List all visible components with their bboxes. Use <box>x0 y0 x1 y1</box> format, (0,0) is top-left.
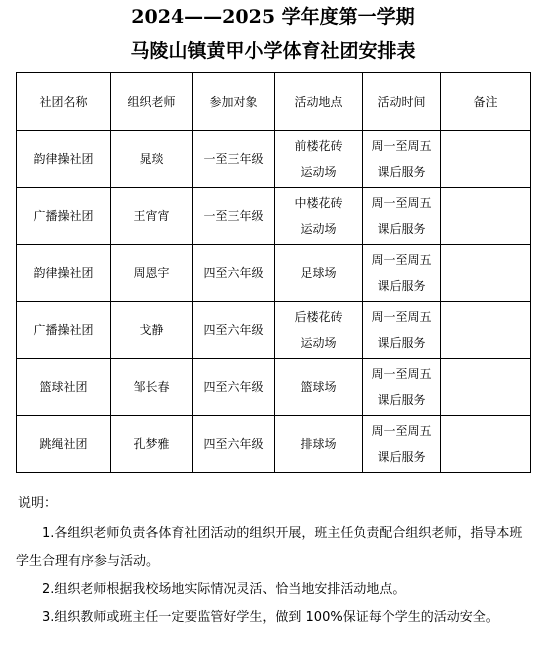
notes-label: 说明： <box>18 496 58 511</box>
cell-time <box>363 359 441 416</box>
location-line-2: 运动场 <box>300 165 337 179</box>
cell-club: 韵律操社团 <box>17 131 111 188</box>
header-target: 参加对象 <box>193 73 275 131</box>
time-line-2: 课后服务 <box>377 450 426 464</box>
note-item-2: 2.组织老师根据我校场地实际情况灵活、恰当地安排活动地点。 <box>42 582 406 597</box>
time-line-2: 课后服务 <box>377 165 426 179</box>
cell-note <box>441 188 531 245</box>
time-line-2: 课后服务 <box>377 393 426 407</box>
cell-location <box>275 359 363 416</box>
table-row <box>17 131 531 188</box>
table-row <box>17 188 531 245</box>
header-note: 备注 <box>441 73 531 131</box>
time-line-2: 课后服务 <box>377 222 426 236</box>
schedule-table <box>16 72 531 473</box>
time-line-1: 周一至周五 <box>371 424 432 438</box>
table-row <box>17 416 531 473</box>
cell-location <box>275 188 363 245</box>
cell-club: 广播操社团 <box>17 188 111 245</box>
cell-club: 篮球社团 <box>17 359 111 416</box>
cell-teacher: 晁琰 <box>111 131 193 188</box>
header-teacher: 组织老师 <box>111 73 193 131</box>
note-item-3: 3.组织教师或班主任一定要监管好学生，做到 100%保证每个学生的活动安全。 <box>42 610 499 625</box>
time-line-1: 周一至周五 <box>371 310 432 324</box>
cell-target: 四至六年级 <box>193 245 275 302</box>
location-line-2: 运动场 <box>300 222 337 236</box>
table-row <box>17 245 531 302</box>
table-header-row <box>17 73 531 131</box>
cell-teacher: 邹长春 <box>111 359 193 416</box>
cell-location <box>275 245 363 302</box>
location-line-1: 中楼花砖 <box>294 196 343 210</box>
cell-location <box>275 131 363 188</box>
cell-target: 一至三年级 <box>193 131 275 188</box>
cell-note <box>441 416 531 473</box>
cell-note <box>441 359 531 416</box>
cell-club: 跳绳社团 <box>17 416 111 473</box>
table-row <box>17 359 531 416</box>
notes-section <box>16 490 530 632</box>
header-time: 活动时间 <box>363 73 441 131</box>
header-location: 活动地点 <box>275 73 363 131</box>
location-line-1: 篮球场 <box>300 380 337 394</box>
cell-note <box>441 131 531 188</box>
location-line-2: 运动场 <box>300 336 337 350</box>
note-item-1: 1.各组织老师负责各体育社团活动的组织开展，班主任负责配合组织老师，指导本班学生合理有序参与活动。 <box>16 526 523 569</box>
document-title-year: 2024——2025 学年度第一学期 <box>131 6 415 28</box>
time-line-1: 周一至周五 <box>371 367 432 381</box>
cell-teacher: 王宵宵 <box>111 188 193 245</box>
cell-target: 四至六年级 <box>193 359 275 416</box>
cell-target: 一至三年级 <box>193 188 275 245</box>
cell-club: 韵律操社团 <box>17 245 111 302</box>
cell-club: 广播操社团 <box>17 302 111 359</box>
time-line-1: 周一至周五 <box>371 139 432 153</box>
cell-time <box>363 302 441 359</box>
location-line-1: 足球场 <box>300 266 337 280</box>
cell-time <box>363 416 441 473</box>
cell-teacher: 孔梦雅 <box>111 416 193 473</box>
document-title-main: 马陵山镇黄甲小学体育社团安排表 <box>130 40 416 62</box>
cell-note <box>441 302 531 359</box>
location-line-1: 后楼花砖 <box>294 310 343 324</box>
cell-location <box>275 302 363 359</box>
cell-location <box>275 416 363 473</box>
cell-target: 四至六年级 <box>193 416 275 473</box>
location-line-1: 排球场 <box>300 437 337 451</box>
cell-target: 四至六年级 <box>193 302 275 359</box>
cell-time <box>363 131 441 188</box>
location-line-1: 前楼花砖 <box>294 139 343 153</box>
time-line-2: 课后服务 <box>377 336 426 350</box>
time-line-1: 周一至周五 <box>371 253 432 267</box>
cell-time <box>363 188 441 245</box>
cell-time <box>363 245 441 302</box>
cell-note <box>441 245 531 302</box>
header-club-name: 社团名称 <box>17 73 111 131</box>
time-line-2: 课后服务 <box>377 279 426 293</box>
cell-teacher: 戈静 <box>111 302 193 359</box>
time-line-1: 周一至周五 <box>371 196 432 210</box>
cell-teacher: 周恩宇 <box>111 245 193 302</box>
table-row <box>17 302 531 359</box>
